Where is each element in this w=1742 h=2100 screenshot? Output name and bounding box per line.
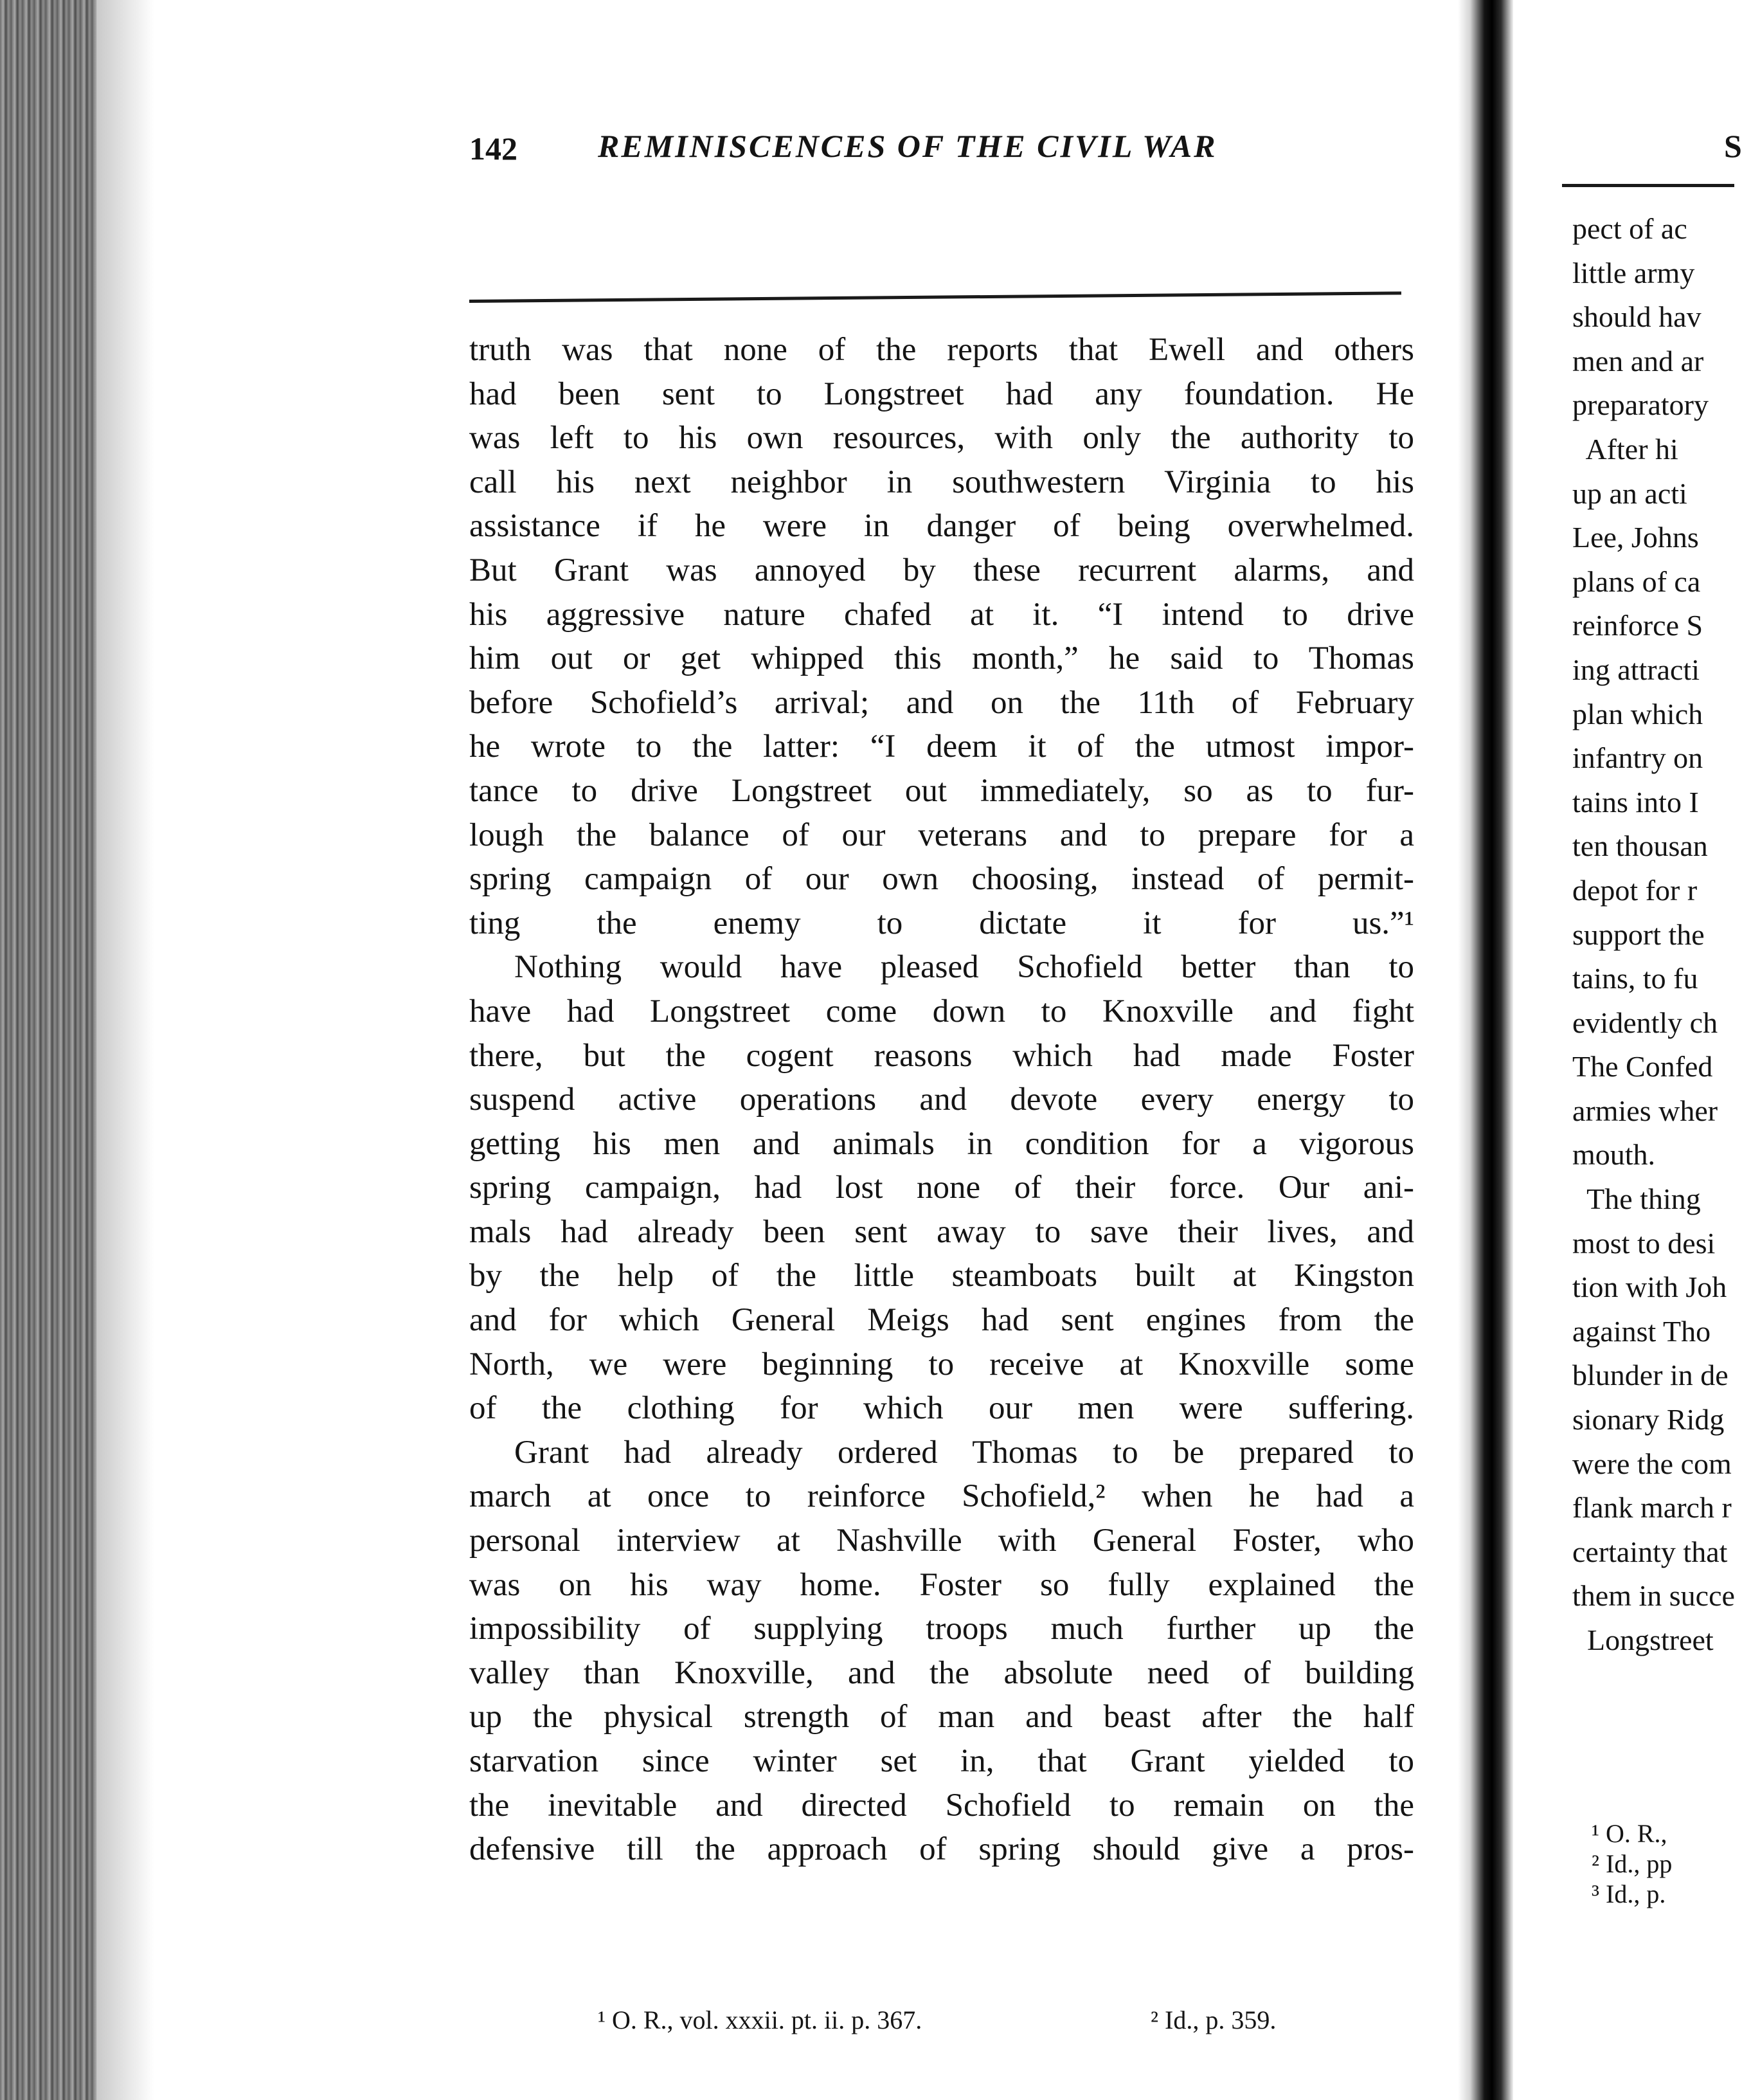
text-line-last: ting the enemy to dictate it for us.”¹	[469, 905, 1414, 941]
right-page-line: them in succe	[1572, 1579, 1735, 1613]
text-line: have had Longstreet come down to Knoxville and fight	[469, 993, 1414, 1029]
right-page-line: mouth.	[1572, 1138, 1656, 1172]
right-page-line: preparatory	[1572, 388, 1709, 422]
text-line: impossibility of supplying troops much further up the	[469, 1611, 1414, 1647]
text-line: call his next neighbor in southwestern Virginia to his	[469, 464, 1414, 500]
right-page-line: plan which	[1572, 697, 1703, 730]
right-page-line: Lee, Johns	[1572, 521, 1699, 554]
text-line: assistance if he were in danger of being overwhelmed.	[469, 508, 1414, 545]
right-page-line: blunder in de	[1572, 1359, 1729, 1392]
text-line: he wrote to the latter: “I deem it of the utmost impor-	[469, 729, 1414, 765]
paragraph	[469, 945, 1414, 1431]
right-page-line: little army	[1572, 256, 1695, 289]
running-head	[469, 122, 1414, 174]
text-line: Grant had already ordered Thomas to be prepared to	[514, 1434, 1414, 1471]
right-page-line: certainty that	[1572, 1535, 1728, 1568]
right-page-line: armies wher	[1572, 1094, 1718, 1127]
text-line: had been sent to Longstreet had any foundation. He	[469, 376, 1414, 412]
footnote-2: ² Id., p. 359.	[1151, 2005, 1277, 2034]
text-line: suspend active operations and devote every energy to	[469, 1082, 1414, 1118]
right-page-line: tains into I	[1572, 785, 1699, 819]
text-line: him out or get whipped this month,” he said to Thomas	[469, 640, 1414, 677]
right-page-header-rule	[1562, 184, 1734, 187]
page-shadow	[96, 0, 154, 2100]
text-line: and for which General Meigs had sent engines from the	[469, 1302, 1414, 1339]
text-line: march at once to reinforce Schofield,² when he had a	[469, 1478, 1414, 1515]
right-page-line: ing attracti	[1572, 653, 1700, 686]
text-line: before Schofield’s arrival; and on the 11th of February	[469, 684, 1414, 721]
right-page-line: ten thousan	[1572, 829, 1708, 863]
right-page-line: plans of ca	[1572, 565, 1701, 598]
text-line: his aggressive nature chafed at it. “I intend to drive	[469, 596, 1414, 633]
right-page-line: The thing	[1572, 1182, 1701, 1216]
text-line: spring campaign of our own choosing, instead of permit-	[469, 861, 1414, 898]
text-line: defensive till the approach of spring should give a pros-	[469, 1831, 1414, 1868]
right-page-footnote: ¹ O. R.,	[1592, 1819, 1667, 1848]
right-page-footnotes	[1592, 1818, 1672, 1909]
text-line: there, but the cogent reasons which had made Foster	[469, 1037, 1414, 1074]
right-page-line: should hav	[1572, 300, 1702, 334]
text-line: Nothing would have pleased Schofield better than to	[514, 949, 1414, 986]
text-line: spring campaign, had lost none of their force. Our ani-	[469, 1170, 1414, 1206]
footnote-1: ¹ O. R., vol. xxxii. pt. ii. p. 367.	[598, 2005, 922, 2034]
text-line: the inevitable and directed Schofield to remain on the	[469, 1787, 1414, 1824]
right-page-line: After hi	[1572, 432, 1678, 466]
right-page-line: flank march r	[1572, 1491, 1732, 1525]
text-line: starvation since winter set in, that Grant yielded to	[469, 1743, 1414, 1779]
text-line: truth was that none of the reports that Ewell and others	[469, 332, 1414, 368]
text-line: valley than Knoxville, and the absolute need of building	[469, 1654, 1414, 1691]
right-page-line: sionary Ridg	[1572, 1403, 1725, 1436]
right-page-line: evidently ch	[1572, 1006, 1718, 1039]
text-line: tance to drive Longstreet out immediately, so as to fur-	[469, 772, 1414, 809]
text-line: was left to his own resources, with only the authority to	[469, 420, 1414, 457]
right-page-line: were the com	[1572, 1447, 1732, 1480]
book-fore-edge	[0, 0, 96, 2100]
paragraph	[469, 328, 1414, 945]
text-line: North, we were beginning to receive at Knoxville some	[469, 1346, 1414, 1382]
running-title: REMINISCENCES OF THE CIVIL WAR	[598, 128, 1217, 164]
left-page	[469, 122, 1414, 2034]
text-line: personal interview at Nashville with General Foster, who	[469, 1523, 1414, 1559]
text-line: mals had already been sent away to save their lives, and	[469, 1213, 1414, 1250]
page-number: 142	[469, 131, 517, 167]
right-page-running-head: S	[1724, 128, 1742, 164]
right-page-line: tion with Joh	[1572, 1271, 1727, 1304]
right-page-line: reinforce S	[1572, 609, 1703, 642]
text-line: But Grant was annoyed by these recurrent alarms, and	[469, 552, 1414, 588]
right-page-line: tains, to fu	[1572, 962, 1698, 995]
right-page-line: Longstreet	[1572, 1624, 1714, 1656]
book-gutter	[1458, 0, 1513, 2100]
right-page-footnote: ³ Id., p.	[1592, 1879, 1666, 1908]
right-page-line: depot for r	[1572, 873, 1698, 907]
text-line-last: of the clothing for which our men were suffering.	[469, 1390, 1414, 1427]
right-page-text	[1572, 207, 1735, 1663]
right-page-line: infantry on	[1572, 741, 1703, 775]
right-page-footnote: ² Id., pp	[1592, 1849, 1673, 1878]
header-rule	[469, 291, 1401, 303]
paragraph	[469, 1431, 1414, 1872]
right-page-line: men and ar	[1572, 344, 1704, 377]
text-line: getting his men and animals in condition for a vigorous	[469, 1125, 1414, 1162]
right-page-line: pect of ac	[1572, 212, 1687, 245]
right-page-line: support the	[1572, 918, 1705, 951]
text-line: up the physical strength of man and beast after the half	[469, 1699, 1414, 1735]
body-text	[469, 328, 1414, 1872]
text-line: lough the balance of our veterans and to prepare for a	[469, 817, 1414, 853]
text-line: was on his way home. Foster so fully explained the	[469, 1566, 1414, 1603]
right-page-line: The Confed	[1572, 1050, 1713, 1083]
right-page	[1556, 122, 1742, 2100]
right-page-line: most to desi	[1572, 1226, 1716, 1260]
right-page-line: against Tho	[1572, 1314, 1711, 1348]
right-page-line: up an acti	[1572, 476, 1687, 510]
text-line: by the help of the little steamboats built at Kingston	[469, 1258, 1414, 1294]
